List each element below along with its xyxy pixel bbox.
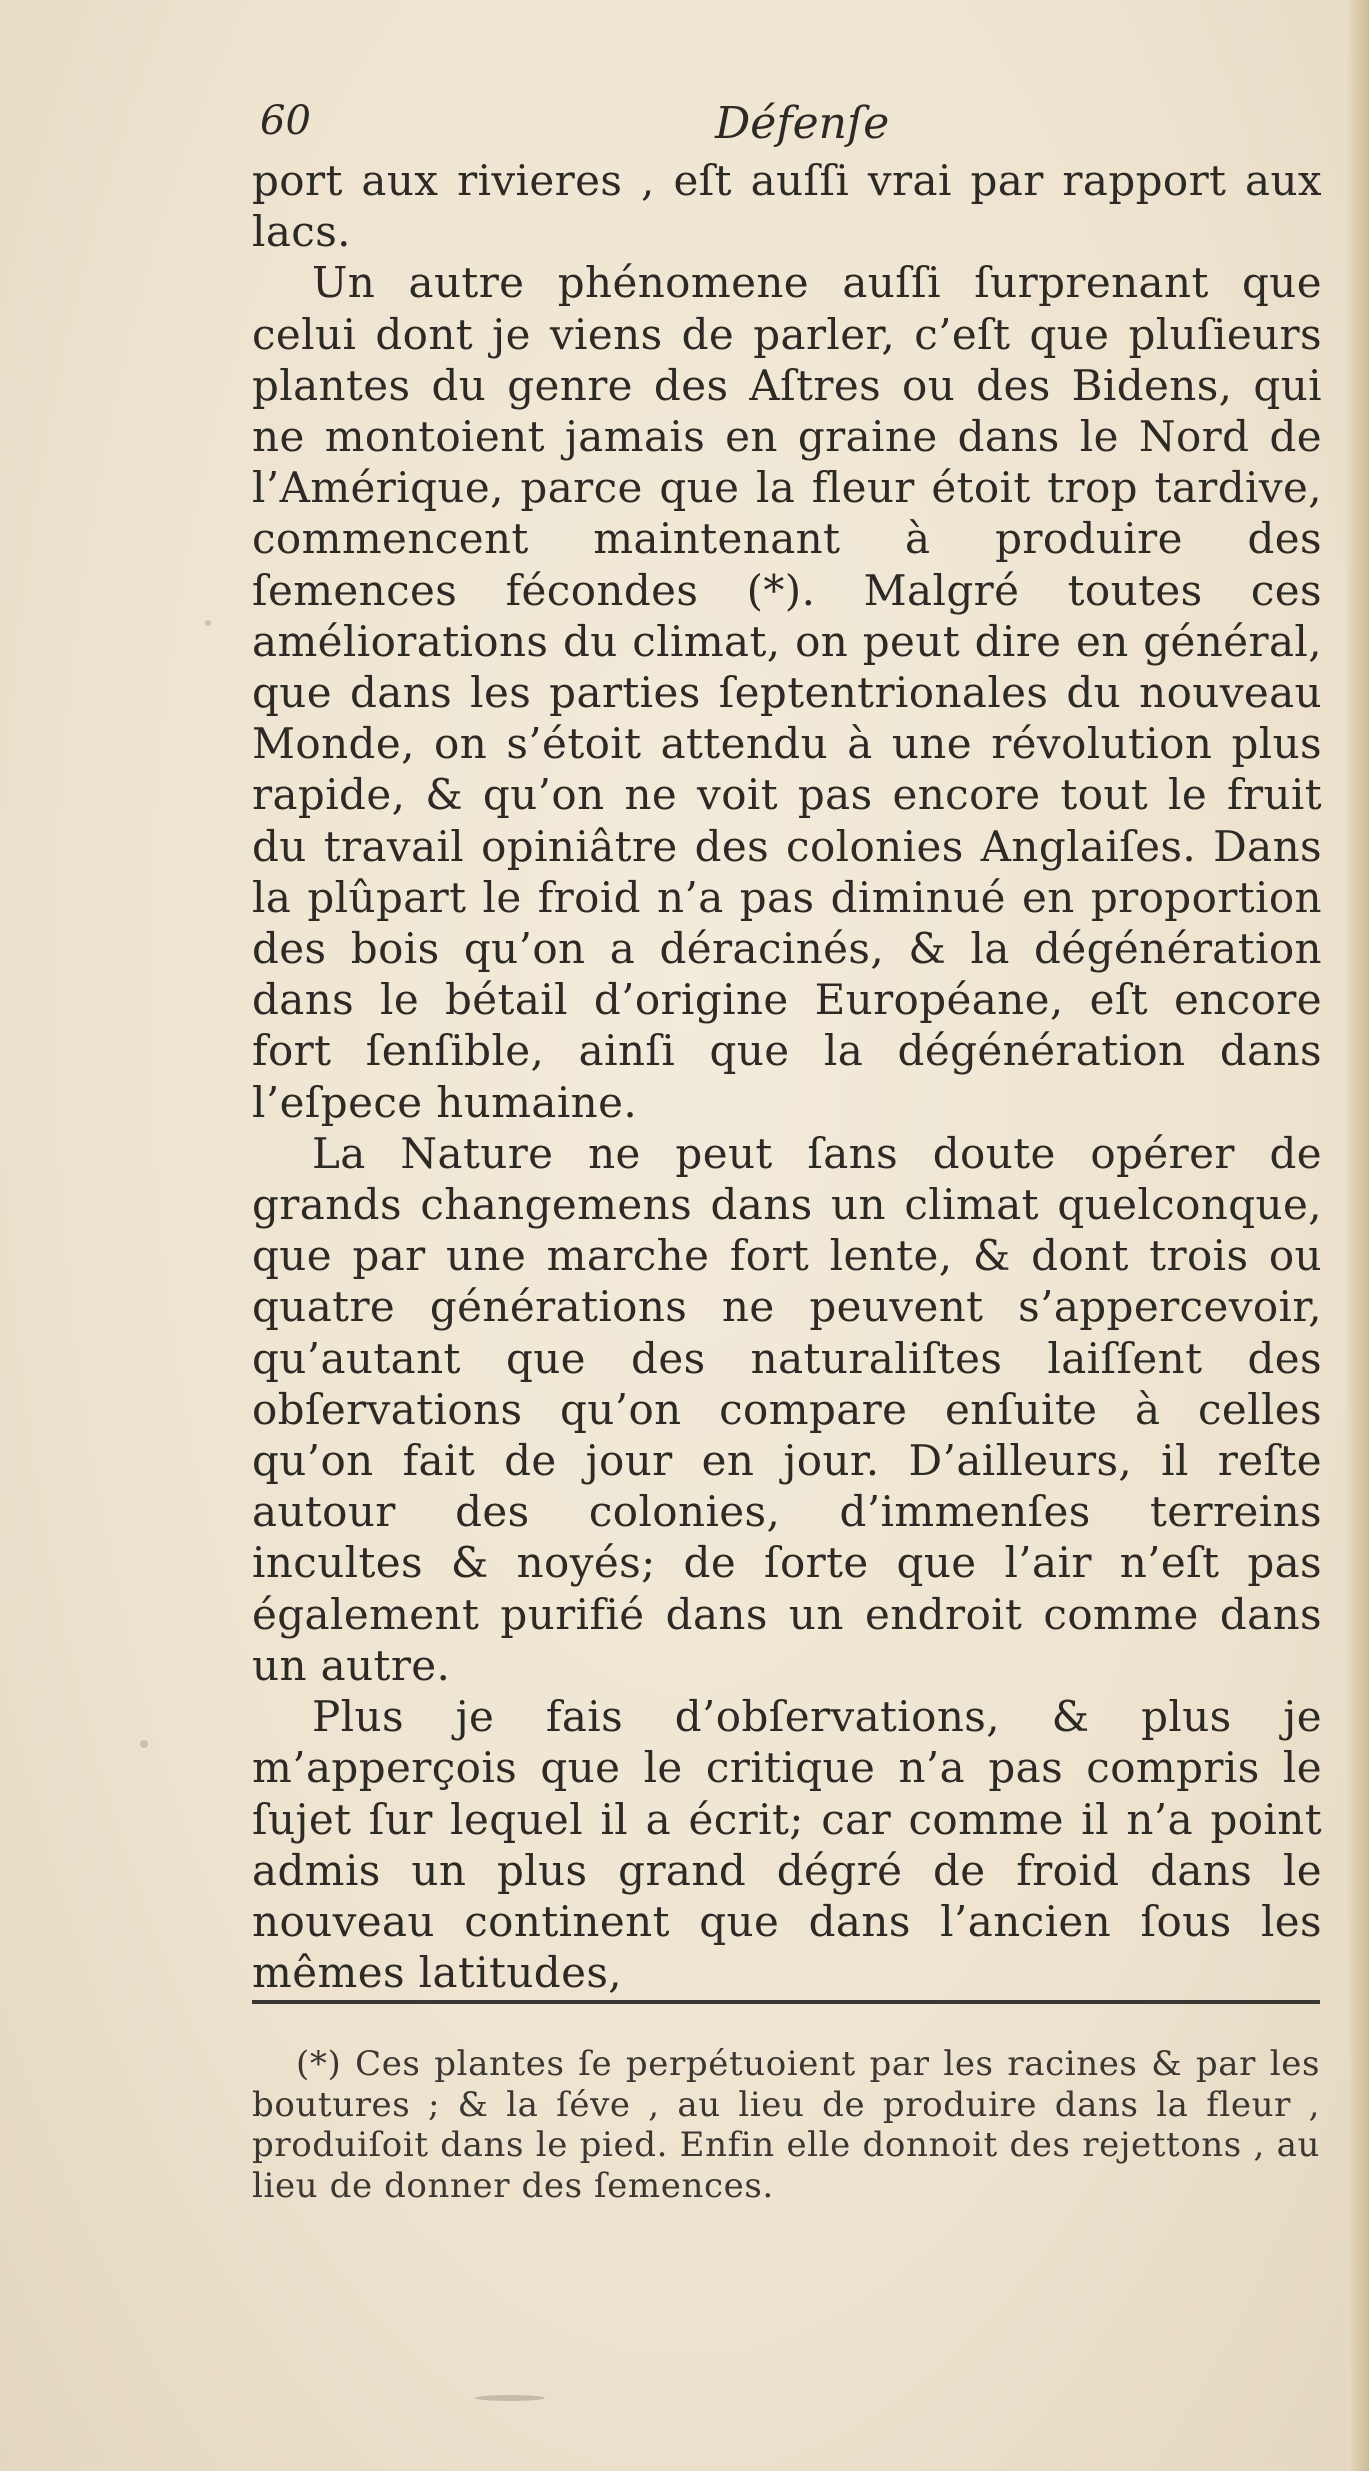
- paragraph-observations: Plus je fais d’obſervations, & plus je m’apperçois que le critique n’a pas compris le ſujet ſur lequel il a écrit; car comme il n’a point admis un plus grand dégré de froid dans le nouveau continent que dans l’ancien ſous les mêmes latitudes,: [252, 1692, 1322, 1998]
- page-number: 60: [260, 98, 311, 144]
- footnote-divider: [252, 2000, 1320, 2004]
- paragraph-astres-bidens: Un autre phénomene auſſi ſurprenant que celui dont je viens de parler, c’eſt que pluſieurs plantes du genre des Aſtres ou des Bidens, qui ne montoient jamais en graine dans le Nord de l’Amérique, parce que la fleur étoit trop tardive, commencent maintenant à produire des ſemences fécondes (*). Malgré toutes ces améliorations du climat, on peut dire en général, que dans les parties ſeptentrionales du nouveau Monde, on s’étoit attendu à une révolution plus rapide, & qu’on ne voit pas encore tout le fruit du travail opiniâtre des colonies Anglaiſes. Dans la plûpart le froid n’a pas diminué en proportion des bois qu’on a déracinés, & la dégénération dans le bétail d’origine Européane, eſt encore fort ſenſible, ainſi que la dégénération dans l’eſpece humaine.: [252, 258, 1322, 1127]
- printer-mark: [475, 2395, 545, 2401]
- paragraph-continuation: port aux rivieres , eſt auſſi vrai par rapport aux lacs.: [252, 156, 1322, 257]
- paper-speck: [205, 620, 211, 626]
- running-title: Défenſe: [715, 98, 890, 149]
- paragraph-nature-changes: La Nature ne peut ſans doute opérer de grands changemens dans un climat quelconque, que par une marche fort lente, & dont trois ou quatre générations ne peuvent s’appercevoir, qu’autant que des naturaliſtes laiſſent des obſervations qu’on compare enſuite à celles qu’on fait de jour en jour. D’ailleurs, il reſte autour des colonies, d’immenſes terreins incultes & noyés; de ſorte que l’air n’eſt pas également purifié dans un endroit comme dans un autre.: [252, 1128, 1322, 1690]
- page-header: [260, 98, 1320, 148]
- main-text: [252, 155, 1322, 1998]
- footnote-text: (*) Ces plantes ſe perpétuoient par les racines & par les boutures ; & la ſéve , au lieu de produire dans la fleur , produiſoit dans le pied. Enfin elle donnoit des rejettons , au lieu de donner des ſemences.: [252, 2044, 1320, 2206]
- paper-speck: [140, 1740, 148, 1748]
- page-edge-shadow: [1347, 0, 1369, 2471]
- footnote: [252, 2044, 1320, 2206]
